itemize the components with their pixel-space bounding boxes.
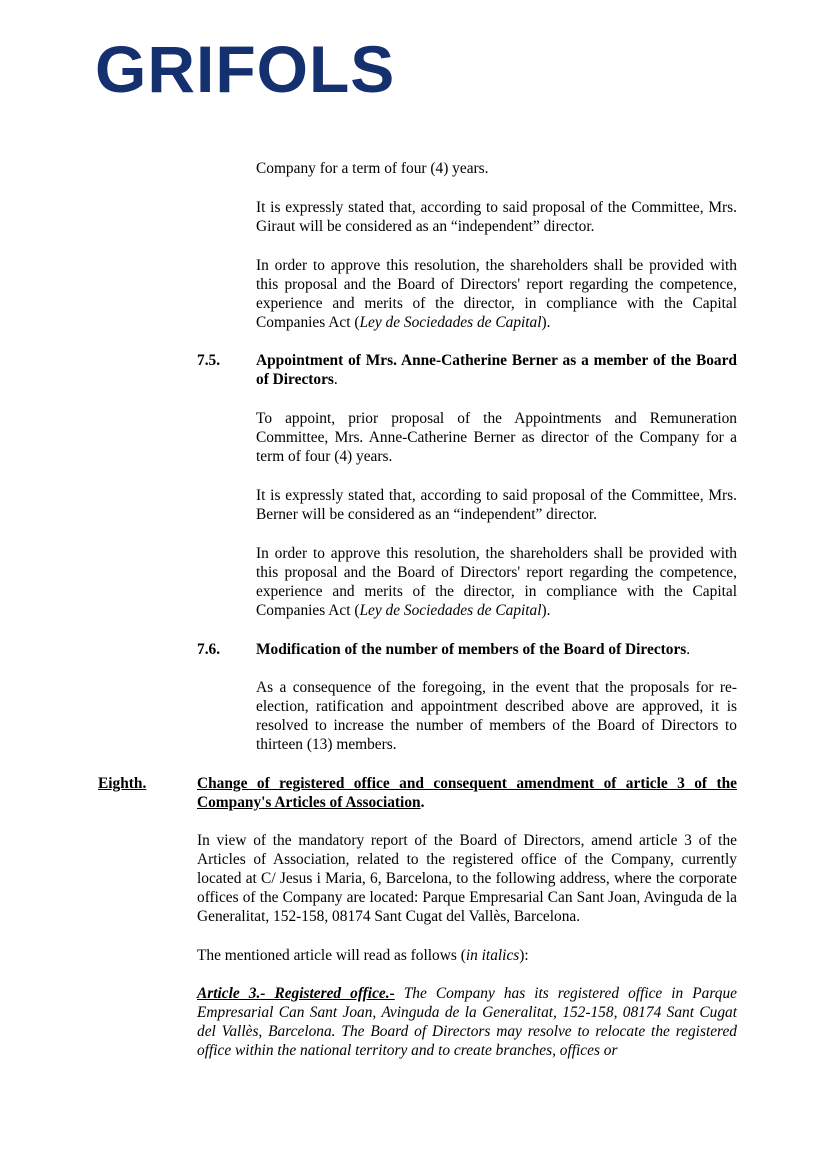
text: ): <box>519 947 529 964</box>
section-number-7-5: 7.5. <box>197 352 221 369</box>
text: In order to approve this resolution, the shareholders shall be provided with this proposal and the Board of Directors' report regarding the competence, experience and merits of the director, in compliance with the Capital Companies Act ( <box>256 257 737 331</box>
title-end: . <box>333 371 338 388</box>
title-end: . <box>686 641 691 658</box>
section-label-eighth: Eighth. <box>98 775 147 792</box>
paragraph-term: Company for a term of four (4) years. <box>256 160 489 177</box>
text: The mentioned article will read as follows ( <box>197 947 466 964</box>
paragraph-approval-berner <box>256 544 737 620</box>
article-body: The Company has its registered office in Parque Empresarial Can Sant Joan, Avinguda de la Generalitat, 152-158, 08174 Sant Cugat del Vallès, Barcelona. The Board of Directors may resolve to relocate the registered office within the national territory and to create branches, offices or <box>197 985 737 1059</box>
title-text: Appointment of Mrs. Anne-Catherine Berner as a member of the Board of Directors <box>256 352 737 388</box>
paragraph-registered-office: In view of the mandatory report of the Board of Directors, amend article 3 of the Articles of Association, related to the registered office of the Company, currently located at C/ Jesus i Maria, 6, Barcelona, to the following address, where the corporate offices of the Company are located: Parque Empresarial Can Sant Joan, Avinguda de la Generalitat, 152-158, 08174 Sant Cugat del Vallès, Barcelona. <box>197 832 737 925</box>
text: ). <box>541 602 551 619</box>
paragraph-article-intro <box>197 946 737 965</box>
section-title-7-5 <box>256 351 737 389</box>
grifols-logo: GRIFOLS <box>95 32 396 106</box>
section-number-7-6: 7.6. <box>197 641 221 658</box>
paragraph-article-3 <box>197 984 737 1060</box>
paragraph-independent-giraut: It is expressly stated that, according to said proposal of the Committee, Mrs. Giraut will be considered as an “independent” director. <box>256 199 737 235</box>
section-title-7-6 <box>256 640 737 659</box>
italic-text: Ley de Sociedades de Capital <box>359 602 542 619</box>
article-title: Article 3.- Registered office.- <box>197 985 395 1002</box>
text: In order to approve this resolution, the shareholders shall be provided with this proposal and the Board of Directors' report regarding the competence, experience and merits of the director, in compliance with the Capital Companies Act ( <box>256 545 737 619</box>
paragraph-independent-berner: It is expressly stated that, according to said proposal of the Committee, Mrs. Berner will be considered as an “independent” director. <box>256 487 737 523</box>
section-title-eighth <box>197 774 737 812</box>
italic-text: Ley de Sociedades de Capital <box>359 314 542 331</box>
paragraph-approval-giraut <box>256 256 737 332</box>
paragraph-board-members: As a consequence of the foregoing, in the event that the proposals for re-election, ratification and appointment described above are approved, it is resolved to increase the number of members of the Board of Directors to thirteen (13) members. <box>256 679 737 753</box>
italic-text: in italics <box>465 947 520 964</box>
paragraph-appoint-berner: To appoint, prior proposal of the Appointments and Remuneration Committee, Mrs. Anne-Catherine Berner as director of the Company for a term of four (4) years. <box>256 410 737 465</box>
title-text: Modification of the number of members of the Board of Directors <box>256 641 687 658</box>
title-end: . <box>420 794 425 811</box>
text: ). <box>541 314 551 331</box>
title-text: Change of registered office and consequent amendment of article 3 of the Company's Articles of Association <box>197 775 737 811</box>
